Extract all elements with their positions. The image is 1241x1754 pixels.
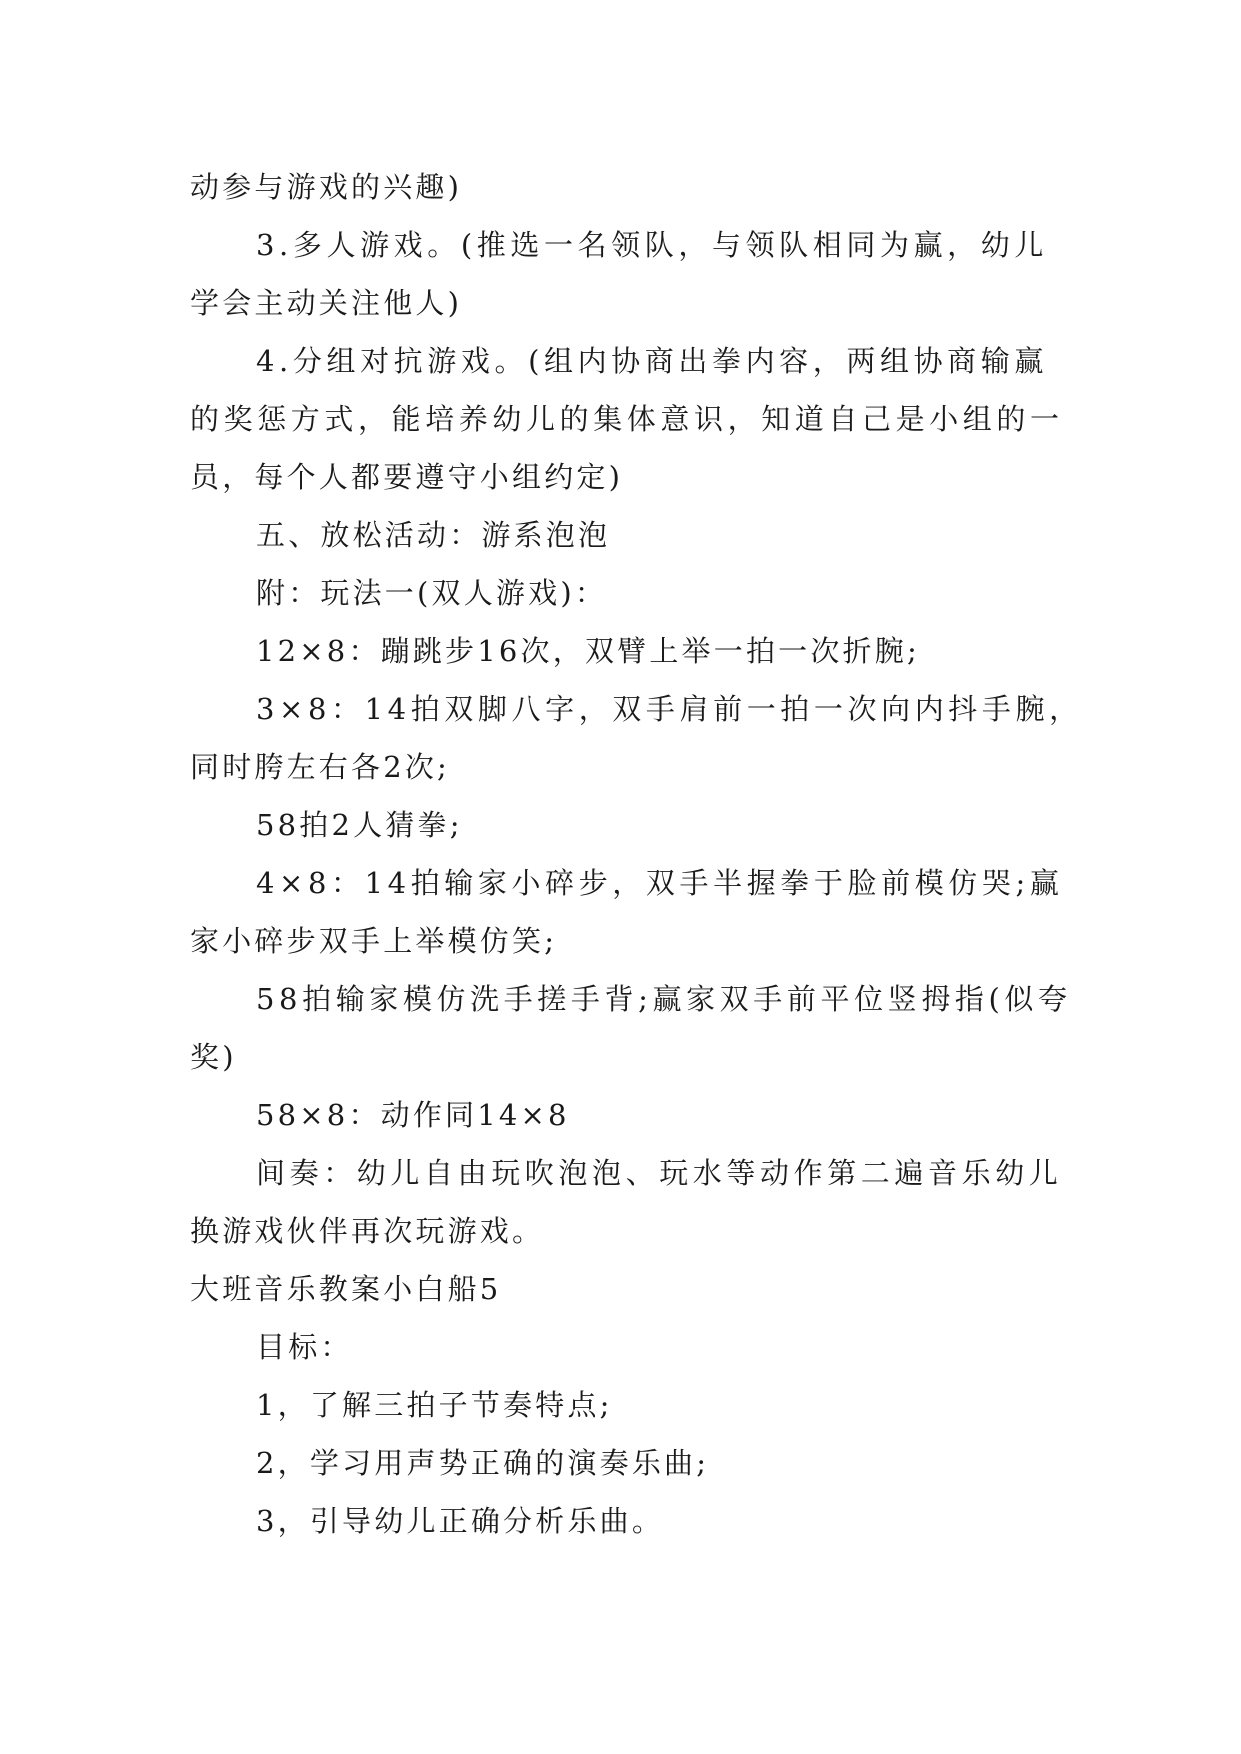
text-line: 动参与游戏的兴趣) (190, 170, 463, 204)
text-line: 12×8：蹦跳步16次，双臂上举一拍一次折腕; (256, 634, 920, 668)
text-line: 目标： (256, 1330, 353, 1364)
text-line: 4×8：14拍输家小碎步，双手半握拳于脸前模仿哭;赢 (256, 866, 1064, 900)
text-line: 学会主动关注他人) (190, 286, 463, 320)
text-line: 3.多人游戏。(推选一名领队，与领队相同为赢，幼儿 (256, 228, 1048, 262)
section-heading: 五、放松活动：游系泡泡 (256, 518, 611, 552)
text-line: 间奏：幼儿自由玩吹泡泡、玩水等动作第二遍音乐幼儿 (256, 1156, 1063, 1190)
text-line: 附：玩法一(双人游戏)： (256, 576, 608, 610)
text-line: 2，学习用声势正确的演奏乐曲; (256, 1446, 710, 1480)
text-line: 换游戏伙伴再次玩游戏。 (190, 1214, 545, 1248)
text-line: 员，每个人都要遵守小组约定) (190, 460, 624, 494)
text-line: 4.分组对抗游戏。(组内协商出拳内容，两组协商输赢 (256, 344, 1048, 378)
text-line: 3×8：14拍双脚八字，双手肩前一拍一次向内抖手腕， (256, 692, 1083, 726)
text-line: 的奖惩方式，能培养幼儿的集体意识，知道自己是小组的一 (190, 402, 1064, 436)
text-line: 1，了解三拍子节奏特点; (256, 1388, 613, 1422)
text-line: 同时胯左右各2次; (190, 750, 451, 784)
text-line: 58×8：动作同14×8 (256, 1098, 570, 1132)
document-body (190, 158, 1083, 1550)
text-line: 58拍输家模仿洗手搓手背;赢家双手前平位竖拇指(似夸 (256, 982, 1072, 1016)
text-line: 家小碎步双手上举模仿笑; (190, 924, 558, 958)
text-line: 3，引导幼儿正确分析乐曲。 (256, 1504, 665, 1538)
text-line: 58拍2人猜拳; (256, 808, 463, 842)
text-line: 奖) (190, 1040, 237, 1074)
document-title: 大班音乐教案小白船5 (190, 1272, 502, 1306)
